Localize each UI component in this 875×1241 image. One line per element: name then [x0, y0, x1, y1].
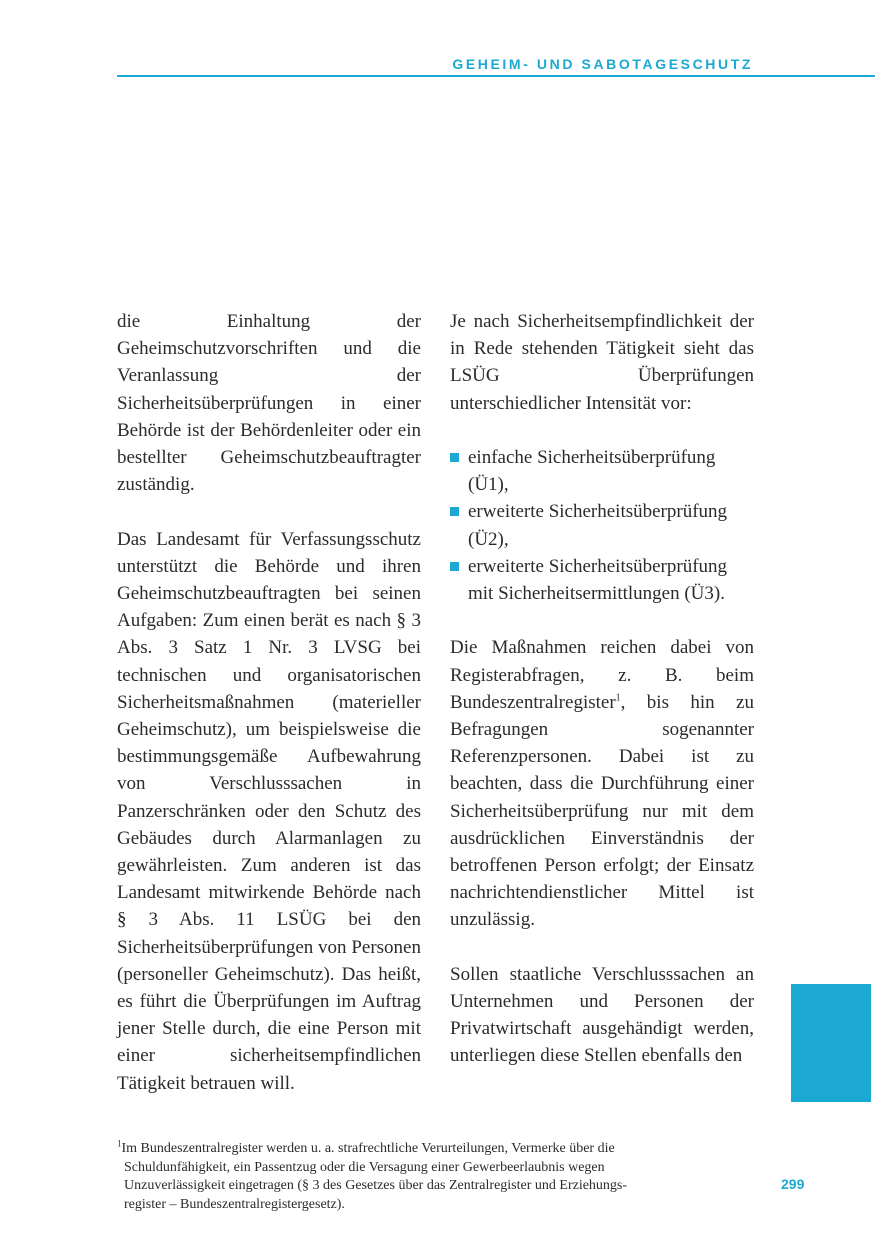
- footnote-line: Schuldunfähigkeit, ein Passentzug oder die Versagung einer Gewerbeerlaubnis wegen: [124, 1159, 605, 1175]
- footnote: [117, 1140, 757, 1214]
- footnote-line: [117, 1140, 757, 1159]
- right-column: [450, 308, 754, 1097]
- square-bullet-icon: [450, 507, 459, 516]
- running-header-title: GEHEIM- UND SABOTAGESCHUTZ: [452, 56, 753, 72]
- body-paragraph: Je nach Sicherheitsempfindlichkeit der in Rede stehenden Tätigkeit sieht das LSÜG Überprüfungen unterschiedlicher Intensität vor:: [450, 311, 754, 414]
- list-item: [450, 498, 754, 552]
- footnote-text: Im Bundeszentralregister werden u. a. strafrechtliche Verurteilungen, Vermerke über die: [121, 1141, 615, 1156]
- paragraph-text: , bis hin zu Befragungen sogenannter Referenzpersonen. Dabei ist zu beachten, dass die Durchführung einer Sicherheitsüberprüfung nur mit dem ausdrücklichen Einverständnis der betroffenen Person erfolgt; der Einsatz nachrichtendienstlicher Mittel ist unzulässig.: [450, 691, 754, 931]
- square-bullet-icon: [450, 562, 459, 571]
- list-item: [450, 444, 754, 498]
- footnote-mark: 1: [117, 1138, 122, 1149]
- paragraph-text: Die Maßnahmen reichen dabei von Registerabfragen, z. B. beim Bundeszentralregister: [450, 637, 754, 713]
- footnote-reference: 1: [615, 692, 621, 704]
- footnote-line: Unzuverlässigkeit eingetragen (§ 3 des Gesetzes über das Zentralregister und Erziehungs-: [124, 1178, 628, 1193]
- page-number: 299: [781, 1176, 805, 1192]
- body-paragraph: [450, 634, 754, 933]
- body-paragraph: die Einhaltung der Geheimschutzvorschriften und die Veranlassung der Sicherheitsüberprüfungen in einer Behörde ist der Behördenleiter oder ein bestellter Geheimschutzbeauftragter zuständig.: [117, 311, 421, 496]
- body-paragraph: Sollen staatliche Verschlusssachen an Unternehmen und Personen der Privatwirtschaft ausgehändigt werden, unterliegen diese Stellen ebenfalls den: [450, 963, 754, 1067]
- body-paragraph: Das Landesamt für Verfassungsschutz unterstützt die Behörde und ihren Geheimschutzbeauftragten bei seinen Aufgaben: Zum einen berät es nach § 3 Abs. 3 Satz 1 Nr. 3 LVSG bei technischen und organisatorischen Sicherheitsmaßnahmen (materieller Geheimschutz), um beispielsweise die bestimmungsgemäße Aufbewahrung von Verschlusssachen in Panzerschränken oder den Schutz des Gebäudes durch Alarmanlagen zu gewährleisten. Zum anderen ist das Landesamt mitwirkende Behörde nach § 3 Abs. 11 LSÜG bei den Sicherheitsüberprüfungen von Personen (personeller Geheimschutz). Das heißt, es führt die Überprüfungen im Auftrag jener Stelle durch, die eine Person mit einer sicherheitsempfindlichen Tätigkeit betrauen will.: [117, 528, 421, 1094]
- header-rule: [117, 75, 875, 77]
- list-item-text: erweiterte Sicherheitsüberprüfung (Ü2),: [468, 501, 728, 550]
- list-item-text: einfache Sicherheitsüberprüfung (Ü1),: [468, 447, 716, 496]
- list-item-text: erweiterte Sicherheitsüberprüfung mit Sicherheitsermittlungen (Ü3).: [468, 555, 728, 605]
- square-bullet-icon: [450, 453, 459, 462]
- chapter-marker-block: [791, 984, 871, 1102]
- check-levels-list: [450, 444, 754, 607]
- left-column: [117, 308, 421, 1097]
- list-item: [450, 553, 754, 607]
- footnote-line: register – Bundeszentralregistergesetz).: [124, 1196, 345, 1212]
